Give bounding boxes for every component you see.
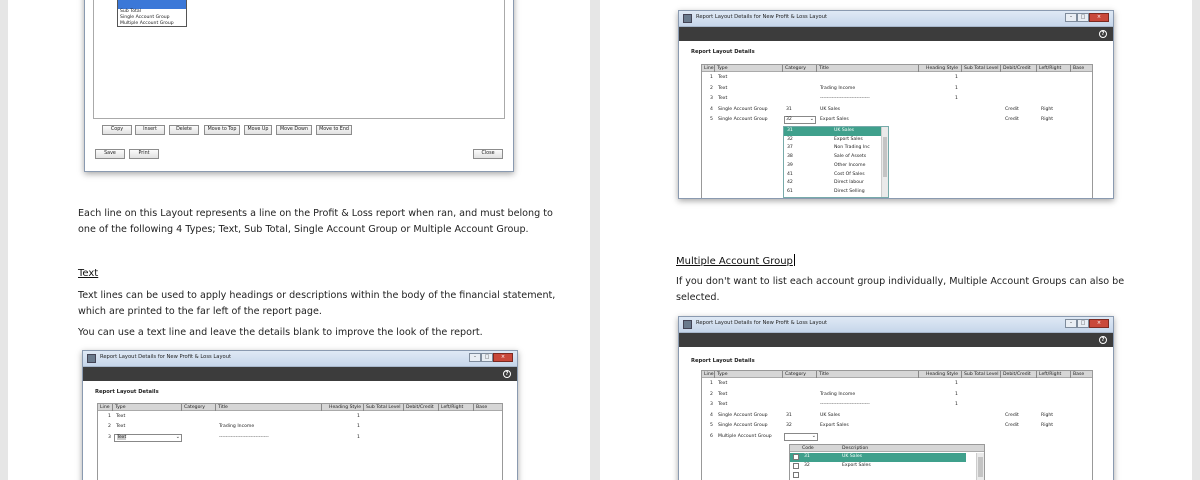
category-option[interactable] [784,144,888,153]
row-category[interactable]: 32 [786,423,792,428]
col-category[interactable]: Category [785,372,806,377]
row-line: 2 [710,86,713,91]
col-title[interactable]: Title [218,405,228,410]
layout-window-top [84,0,514,172]
col-separator [321,404,322,411]
col-debit-credit[interactable]: Debit/Credit [1003,372,1031,377]
category-code: 42 [787,180,793,186]
text-heading: Text [78,268,99,279]
grid-header [702,371,1092,378]
category-option[interactable] [784,153,888,162]
col-category[interactable]: Category [184,405,205,410]
row-heading[interactable]: 1 [955,381,958,386]
row-type[interactable]: Single Account Group [718,413,768,418]
row-line: 2 [108,424,111,429]
col-line[interactable]: Line [100,405,110,410]
move-up-button[interactable]: Move Up [244,125,272,135]
text-paragraph [78,288,583,320]
col-separator [181,404,182,411]
row-type[interactable]: Text [718,381,728,386]
window-title: Report Layout Details for New Profit & Loss Layout [696,14,828,20]
row-heading[interactable]: 1 [955,96,958,101]
account-group-multiselect[interactable] [789,444,985,480]
minimize-icon[interactable]: – [469,353,481,362]
row-category[interactable]: 31 [786,107,792,112]
col-separator [816,371,817,378]
row-title[interactable]: Trading Income [820,86,856,91]
section-label: Report Layout Details [95,389,159,395]
row-line: 1 [710,75,713,80]
row-debit-credit[interactable]: Credit [1005,423,1019,428]
type-select[interactable] [114,434,182,442]
app-icon [683,320,692,329]
category-option[interactable] [784,188,888,197]
col-type[interactable]: Type [115,405,126,410]
text-line: Text lines can be used to apply headings or descriptions within the body of the financial statement, [78,290,556,301]
category-code: 31 [787,128,793,133]
row-heading[interactable]: 1 [955,392,958,397]
col-separator [112,404,113,411]
row-title[interactable]: ------------------------------ [820,402,870,407]
layout-grid[interactable] [701,64,1093,199]
intro-line: one of the following 4 Types; Text, Sub Total, Single Account Group or Multiple Account Group. [78,224,529,235]
close-icon[interactable]: × [1089,319,1109,328]
col-heading-style[interactable]: Heading Style [329,405,362,410]
col-separator [363,404,364,411]
col-title[interactable]: Title [819,66,829,71]
category-option[interactable] [784,171,888,180]
heading-text: Multiple Account Group [676,256,793,267]
category-code: 39 [787,162,793,168]
chevron-down-icon[interactable]: ⌄ [809,116,814,122]
category-desc: Non Trading Inc [834,145,870,151]
col-left-right[interactable]: Left/Right [441,405,464,410]
help-icon[interactable]: ? [1099,336,1107,344]
scrollbar-thumb[interactable] [883,137,887,177]
category-option[interactable] [784,136,888,145]
move-down-button[interactable]: Move Down [276,125,312,135]
col-separator [1000,371,1001,378]
col-separator [782,371,783,378]
row-type[interactable]: Single Account Group [718,117,768,122]
maximize-icon[interactable]: □ [481,353,493,362]
minimize-icon[interactable]: – [1065,13,1077,22]
row-line: 3 [108,435,111,440]
col-separator [714,65,715,72]
col-left-right[interactable]: Left/Right [1039,66,1062,71]
category-dropdown-list[interactable] [783,126,889,198]
group-desc: UK Sales [842,454,863,459]
row-title[interactable]: ------------------------------ [219,435,269,440]
category-desc: Direct Selling [834,188,865,194]
minimize-icon[interactable]: – [1065,319,1077,328]
blank-line-paragraph: You can use a text line and leave the details blank to improve the look of the report. [78,327,483,338]
window-controls [469,353,513,363]
category-desc: UK Sales [834,128,855,133]
checkbox[interactable] [793,454,799,460]
move-to-top-button[interactable]: Move to Top [204,125,240,135]
close-icon[interactable]: × [493,353,513,362]
col-separator [961,65,962,72]
window-titlebar [679,11,1113,27]
col-left-right[interactable]: Left/Right [1039,372,1062,377]
mag-line: selected. [676,292,720,303]
category-code: 61 [787,188,793,194]
row-debit-credit[interactable]: Credit [1005,107,1019,112]
multiple-account-group-heading [676,254,795,267]
category-option[interactable] [784,127,888,136]
row-heading[interactable]: 1 [357,414,360,419]
row-line: 4 [710,413,713,418]
grid-header [98,404,502,411]
row-line: 3 [710,402,713,407]
col-line[interactable]: Line [704,372,714,377]
category-desc: Sale of Assets [834,154,867,160]
row-left-right[interactable]: Right [1041,107,1054,112]
row-heading[interactable]: 1 [955,75,958,80]
section-label: Report Layout Details [691,358,755,364]
row-heading[interactable]: 1 [357,424,360,429]
report-layout-window-left [82,350,518,480]
row-category: 32 [786,117,792,122]
col-type[interactable]: Type [717,66,728,71]
col-separator [782,65,783,72]
col-separator [473,404,474,411]
category-code: 37 [787,145,793,151]
row-heading[interactable]: 1 [357,435,360,440]
text-cursor [794,254,795,266]
move-to-end-button[interactable]: Move to End [316,125,352,135]
checkbox[interactable] [793,463,799,469]
category-option[interactable] [784,162,888,171]
multiselect-scrollbar[interactable] [976,453,984,480]
col-category[interactable]: Category [785,66,806,71]
text-line: which are printed to the far left of the report page. [78,306,322,317]
grid-header [702,65,1092,72]
header-bar [679,27,1113,41]
col-separator [1070,371,1071,378]
category-code: 41 [787,171,793,177]
col-separator [1000,65,1001,72]
window-titlebar [679,317,1113,333]
row-left-right[interactable]: Right [1041,423,1054,428]
row-type[interactable]: Text [116,424,126,429]
col-base[interactable]: Base [476,405,488,410]
col-separator [1036,65,1037,72]
report-layout-window-right-bottom [678,316,1114,480]
row-type[interactable]: Text [718,402,728,407]
row-title[interactable]: Trading Income [219,424,255,429]
col-separator [918,65,919,72]
app-icon [683,14,692,23]
row-line: 6 [710,434,713,439]
row-type[interactable]: Text [718,75,728,80]
col-separator [714,371,715,378]
section-label: Report Layout Details [691,49,755,55]
col-separator [816,65,817,72]
category-code: 38 [787,154,793,160]
window-controls [1065,319,1109,329]
insert-button[interactable]: Insert [135,125,165,135]
window-title: Report Layout Details for New Profit & Loss Layout [696,320,828,326]
col-separator [961,371,962,378]
maximize-icon[interactable]: □ [1077,319,1089,328]
col-separator [403,404,404,411]
col-subtotal[interactable]: Sub Total Level [964,66,999,71]
row-type[interactable]: Text [718,96,728,101]
dropdown-scrollbar[interactable] [881,127,888,197]
window-titlebar [83,351,517,367]
col-debit-credit[interactable]: Debit/Credit [406,405,434,410]
col-code[interactable]: Code [802,446,814,451]
row-category[interactable]: 31 [786,413,792,418]
chevron-down-icon[interactable]: ⌄ [175,434,180,440]
row-debit-credit[interactable]: Credit [1005,413,1019,418]
category-desc: Other Income [834,162,866,168]
col-description[interactable]: Description [842,446,869,451]
type-option[interactable]: Sub Total [120,9,141,14]
col-separator [215,404,216,411]
maximize-icon[interactable]: □ [1077,13,1089,22]
col-separator [918,371,919,378]
account-group-option[interactable] [790,471,966,480]
type-option[interactable]: Single Account Group [120,15,170,20]
multiple-account-group-paragraph [676,274,1181,306]
row-line: 5 [710,117,713,122]
group-code: 31 [804,454,810,459]
row-heading[interactable]: 1 [955,86,958,91]
row-line: 3 [710,96,713,101]
row-line: 1 [710,381,713,386]
close-icon[interactable]: × [1089,13,1109,22]
intro-paragraph [78,206,583,238]
col-base[interactable]: Base [1073,66,1085,71]
row-type[interactable]: Text [116,414,126,419]
close-button[interactable]: Close [473,149,503,159]
col-type[interactable]: Type [717,372,728,377]
col-subtotal[interactable]: Sub Total Level [964,372,999,377]
category-code: 32 [787,136,793,142]
row-type: Text [117,435,127,440]
col-separator [1036,371,1037,378]
row-line: 5 [710,423,713,428]
window-title: Report Layout Details for New Profit & Loss Layout [100,354,232,360]
group-code: 32 [804,463,810,468]
document-page-right [600,0,1192,480]
layout-grid[interactable] [97,403,503,480]
type-selected-highlight [118,0,186,9]
col-separator [438,404,439,411]
col-separator [1070,65,1071,72]
row-left-right[interactable]: Right [1041,413,1054,418]
col-subtotal[interactable]: Sub Total Level [366,405,401,410]
help-icon[interactable]: ? [1099,30,1107,38]
category-option[interactable] [784,179,888,188]
document-page-left [8,0,590,480]
type-dropdown-list[interactable] [117,0,187,27]
category-desc: Export Sales [834,136,863,142]
copy-button[interactable]: Copy [102,125,132,135]
row-line: 4 [710,107,713,112]
category-desc: Cost Of Sales [834,171,865,177]
col-title[interactable]: Title [819,372,829,377]
row-title[interactable]: UK Sales [820,413,841,418]
header-bar [83,367,517,381]
help-icon[interactable]: ? [503,370,511,378]
report-layout-window-right-top [678,10,1114,199]
save-button[interactable]: Save [95,149,125,159]
row-title[interactable]: Trading Income [820,392,856,397]
row-title[interactable]: Export Sales [820,423,849,428]
row-type[interactable]: Single Account Group [718,107,768,112]
row-type[interactable]: Multiple Account Group [718,434,772,439]
group-desc: Export Sales [842,463,871,468]
intro-line: Each line on this Layout represents a line on the Profit & Loss report when ran, and must belong to [78,208,553,219]
multiselect-header [790,445,984,452]
category-select[interactable] [784,433,818,441]
row-title[interactable]: ------------------------------ [820,96,870,101]
category-select[interactable] [784,116,816,124]
row-debit-credit[interactable]: Credit [1005,117,1019,122]
col-line[interactable]: Line [704,66,714,71]
window-controls [1065,13,1109,23]
row-left-right[interactable]: Right [1041,117,1054,122]
col-debit-credit[interactable]: Debit/Credit [1003,66,1031,71]
col-heading-style[interactable]: Heading Style [926,372,959,377]
row-line: 2 [710,392,713,397]
header-bar [679,333,1113,347]
row-type[interactable]: Text [718,392,728,397]
app-icon [87,354,96,363]
row-type[interactable]: Single Account Group [718,423,768,428]
row-title[interactable]: Export Sales [820,117,849,122]
type-option[interactable]: Multiple Account Group [120,21,174,26]
chevron-down-icon[interactable]: ⌄ [811,433,816,439]
account-group-option[interactable] [790,453,966,462]
checkbox[interactable] [793,472,799,478]
row-title[interactable]: UK Sales [820,107,841,112]
account-group-option[interactable] [790,462,966,471]
row-heading[interactable]: 1 [955,402,958,407]
scrollbar-thumb[interactable] [978,457,983,477]
col-heading-style[interactable]: Heading Style [926,66,959,71]
print-button[interactable]: Print [129,149,159,159]
col-base[interactable]: Base [1073,372,1085,377]
row-line: 1 [108,414,111,419]
mag-line: If you don't want to list each account group individually, Multiple Account Groups can also be [676,276,1125,287]
delete-button[interactable]: Delete [169,125,199,135]
category-desc: Direct labour [834,180,864,186]
row-type[interactable]: Text [718,86,728,91]
